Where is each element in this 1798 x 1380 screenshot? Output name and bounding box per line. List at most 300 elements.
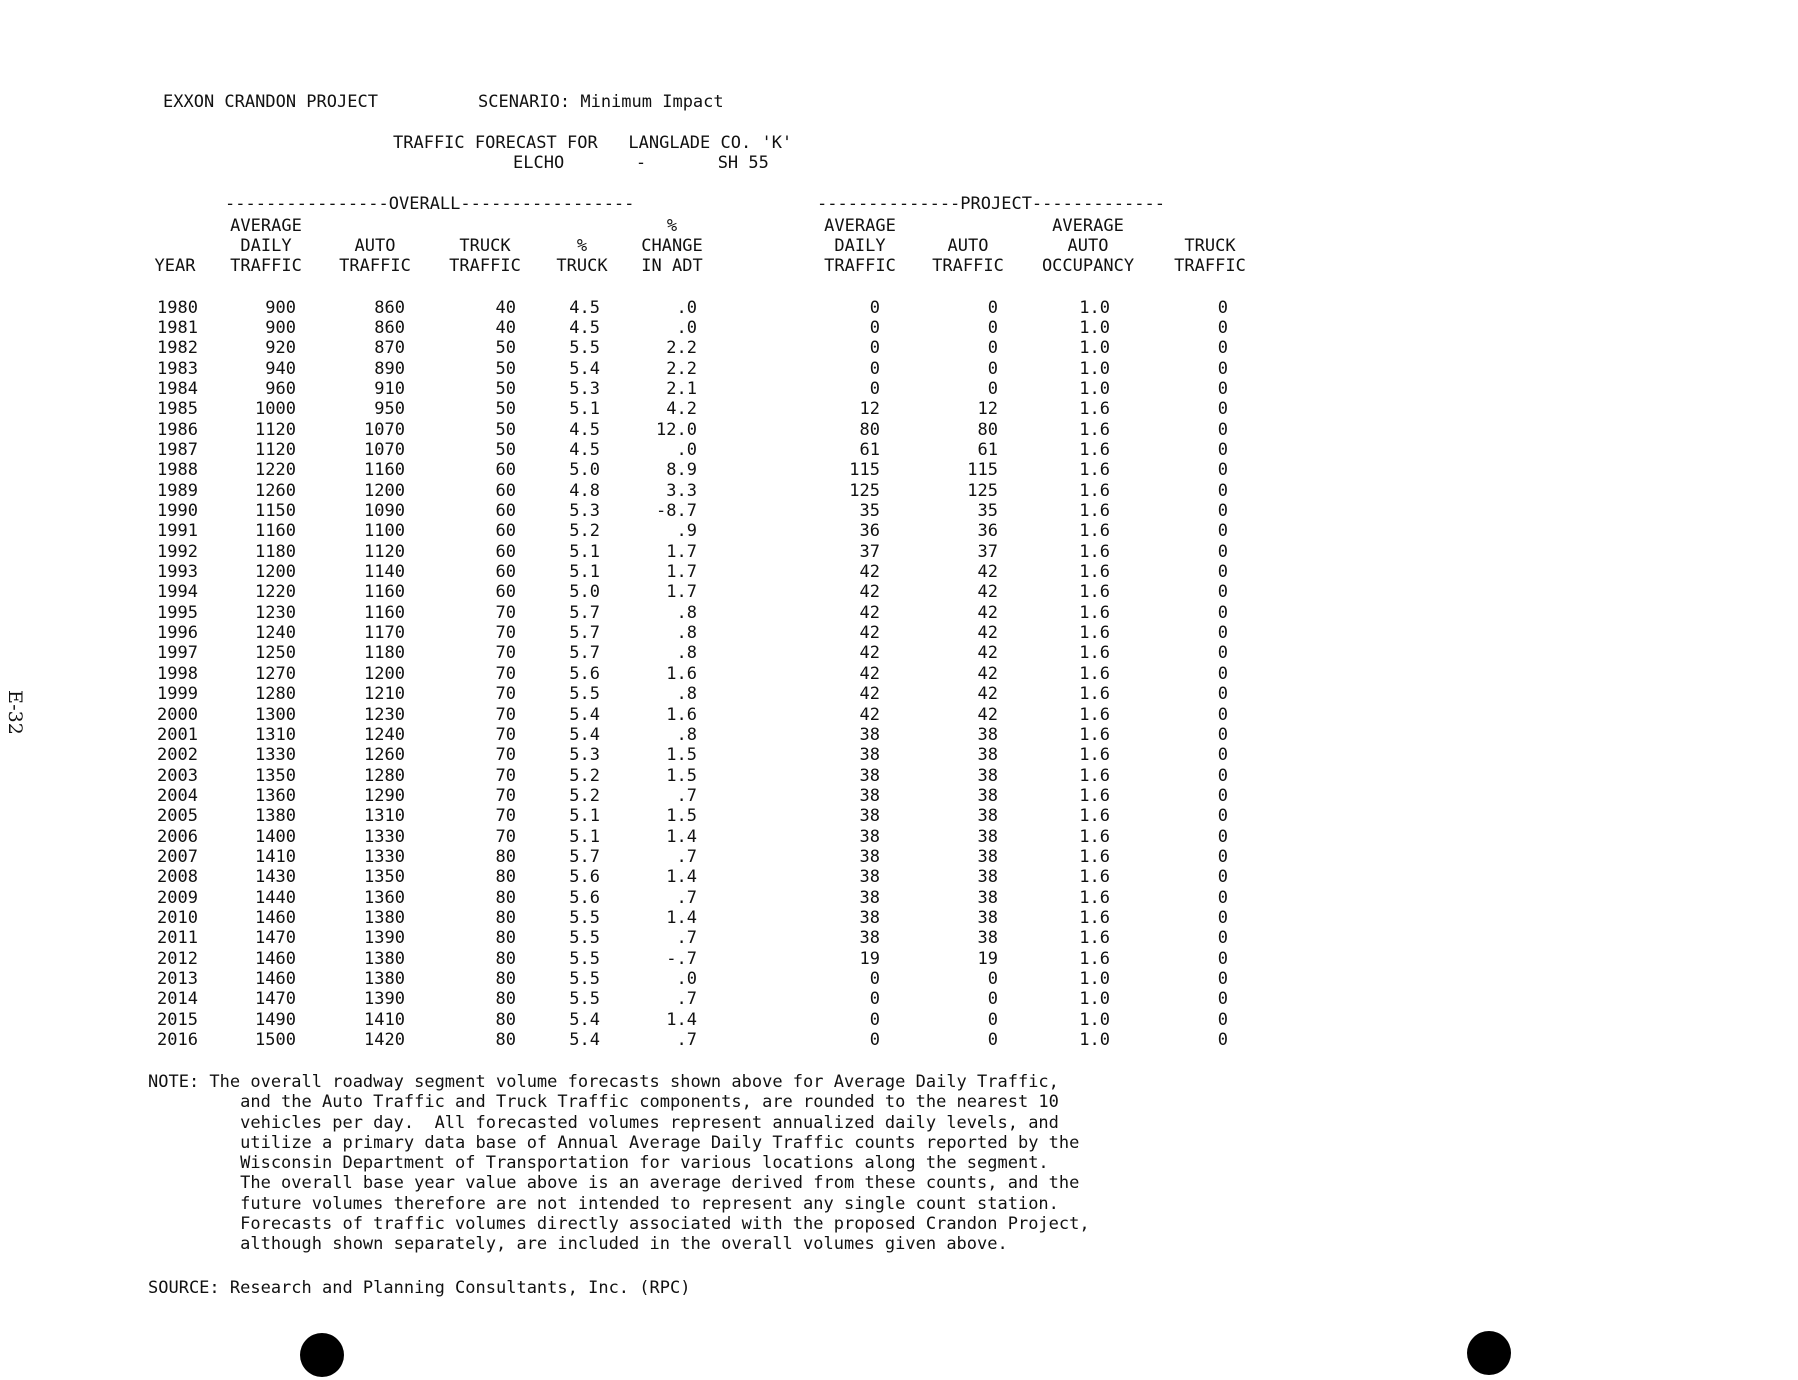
note-line: Wisconsin Department of Transportation for various locations along the segment. (148, 1153, 1049, 1174)
cell-p-occ: 1.6 (1079, 846, 1110, 867)
cell-p-adt: 36 (859, 521, 880, 542)
cell-p-truck: 0 (1217, 297, 1228, 318)
cell-p-occ: 1.6 (1079, 623, 1110, 644)
cell-p-auto: 0 (987, 989, 998, 1010)
cell-p-occ: 1.6 (1079, 602, 1110, 623)
cell-year: 2000 (157, 704, 198, 725)
cell-pct-truck: 5.5 (569, 989, 600, 1010)
cell-year: 2002 (157, 745, 198, 766)
table-row (0, 501, 1798, 521)
cell-pct-truck: 5.0 (569, 582, 600, 603)
forecast-segment: ELCHO - SH 55 (513, 153, 769, 173)
table-row (0, 623, 1798, 643)
cell-pct-truck: 4.5 (569, 419, 600, 440)
cell-p-adt: 0 (869, 297, 880, 318)
column-header-p-adt-line2: DAILY (834, 236, 886, 256)
cell-adt: 1470 (255, 989, 296, 1010)
cell-pct-change: 1.4 (666, 908, 697, 928)
cell-adt: 1280 (255, 684, 296, 705)
column-header-year-line3: YEAR (154, 256, 196, 276)
table-row (0, 318, 1798, 338)
cell-pct-truck: 5.5 (569, 948, 600, 969)
cell-p-auto: 0 (987, 297, 998, 318)
cell-p-occ: 1.6 (1079, 582, 1110, 603)
cell-p-adt: 125 (849, 480, 880, 501)
cell-year: 1980 (157, 297, 198, 318)
cell-pct-truck: 5.6 (569, 867, 600, 888)
cell-auto: 1330 (364, 846, 405, 867)
cell-p-truck: 0 (1217, 480, 1228, 501)
cell-truck: 70 (495, 826, 516, 847)
cell-p-adt: 0 (869, 1030, 880, 1051)
table-row (0, 827, 1798, 847)
cell-truck: 70 (495, 602, 516, 623)
cell-auto: 860 (374, 317, 405, 338)
table-row (0, 420, 1798, 440)
cell-auto: 1290 (364, 785, 405, 806)
cell-p-auto: 36 (977, 521, 998, 542)
cell-p-occ: 1.6 (1079, 745, 1110, 766)
cell-pct-truck: 5.1 (569, 541, 600, 562)
table-row (0, 928, 1798, 948)
cell-pct-change: 1.7 (666, 582, 697, 603)
cell-pct-truck: 5.1 (569, 826, 600, 847)
cell-p-occ: 1.6 (1079, 419, 1110, 440)
cell-p-adt: 38 (859, 806, 880, 827)
cell-p-auto: 38 (977, 745, 998, 766)
cell-pct-truck: 5.4 (569, 358, 600, 379)
column-header-adt-line1: AVERAGE (230, 216, 302, 236)
cell-pct-change: 1.6 (666, 704, 697, 725)
cell-p-adt: 80 (859, 419, 880, 440)
cell-pct-truck: 5.2 (569, 785, 600, 806)
cell-auto: 1070 (364, 439, 405, 460)
cell-pct-change: .0 (676, 439, 697, 460)
cell-pct-truck: 5.2 (569, 765, 600, 786)
cell-p-occ: 1.6 (1079, 806, 1110, 827)
cell-pct-truck: 5.1 (569, 399, 600, 420)
cell-p-auto: 0 (987, 358, 998, 379)
table-row (0, 847, 1798, 867)
cell-p-occ: 1.6 (1079, 704, 1110, 725)
cell-auto: 870 (374, 338, 405, 359)
binder-hole-right (1467, 1331, 1511, 1375)
column-header-pct-change-line2: CHANGE (641, 236, 703, 256)
cell-pct-change: 3.3 (666, 480, 697, 501)
cell-p-auto: 42 (977, 562, 998, 583)
cell-pct-change: .7 (676, 846, 697, 867)
cell-p-auto: 42 (977, 582, 998, 603)
cell-p-truck: 0 (1217, 602, 1228, 623)
cell-p-truck: 0 (1217, 338, 1228, 359)
cell-pct-change: 1.5 (666, 765, 697, 786)
column-header-pct-change-line1: % (666, 216, 678, 236)
cell-p-truck: 0 (1217, 439, 1228, 460)
cell-p-auto: 80 (977, 419, 998, 440)
cell-p-auto: 0 (987, 1030, 998, 1051)
cell-pct-change: .9 (676, 521, 697, 542)
cell-auto: 1280 (364, 765, 405, 786)
cell-pct-change: .8 (676, 724, 697, 745)
cell-pct-truck: 5.6 (569, 887, 600, 908)
forecast-title: TRAFFIC FORECAST FOR LANGLADE CO. 'K' (393, 133, 793, 153)
cell-auto: 1350 (364, 867, 405, 888)
note-line: The overall base year value above is an average derived from these counts, and the (148, 1173, 1080, 1194)
cell-p-adt: 37 (859, 541, 880, 562)
cell-auto: 1380 (364, 908, 405, 928)
cell-truck: 70 (495, 704, 516, 725)
cell-pct-change: 2.1 (666, 378, 697, 399)
cell-p-auto: 0 (987, 338, 998, 359)
cell-adt: 1000 (255, 399, 296, 420)
cell-auto: 1160 (364, 460, 405, 481)
cell-adt: 1240 (255, 623, 296, 644)
cell-year: 2014 (157, 989, 198, 1010)
cell-p-adt: 38 (859, 928, 880, 949)
cell-adt: 1380 (255, 806, 296, 827)
cell-truck: 70 (495, 806, 516, 827)
cell-truck: 70 (495, 785, 516, 806)
cell-p-truck: 0 (1217, 826, 1228, 847)
cell-auto: 1420 (364, 1030, 405, 1051)
cell-truck: 80 (495, 928, 516, 949)
cell-auto: 1240 (364, 724, 405, 745)
project-title: EXXON CRANDON PROJECT (163, 92, 378, 112)
cell-truck: 60 (495, 480, 516, 501)
cell-adt: 920 (265, 338, 296, 359)
column-header-pct-change-line3: IN ADT (641, 256, 703, 276)
cell-year: 1997 (157, 643, 198, 664)
cell-year: 1988 (157, 460, 198, 481)
cell-p-truck: 0 (1217, 378, 1228, 399)
table-row (0, 643, 1798, 663)
cell-adt: 1120 (255, 419, 296, 440)
cell-pct-change: 1.7 (666, 541, 697, 562)
cell-pct-truck: 5.1 (569, 562, 600, 583)
table-row (0, 399, 1798, 419)
cell-adt: 1310 (255, 724, 296, 745)
cell-auto: 1090 (364, 501, 405, 521)
cell-p-truck: 0 (1217, 399, 1228, 420)
cell-auto: 1180 (364, 643, 405, 664)
cell-pct-truck: 5.5 (569, 908, 600, 928)
column-header-p-truck-line3: TRAFFIC (1174, 256, 1246, 276)
table-row (0, 908, 1798, 928)
cell-truck: 80 (495, 1009, 516, 1030)
cell-p-occ: 1.6 (1079, 480, 1110, 501)
table-row (0, 786, 1798, 806)
cell-truck: 60 (495, 582, 516, 603)
cell-auto: 1100 (364, 521, 405, 542)
cell-truck: 40 (495, 297, 516, 318)
column-header-adt-line2: DAILY (240, 236, 292, 256)
cell-adt: 1500 (255, 1030, 296, 1051)
cell-p-auto: 38 (977, 867, 998, 888)
cell-truck: 50 (495, 338, 516, 359)
cell-pct-truck: 5.3 (569, 501, 600, 521)
cell-auto: 860 (374, 297, 405, 318)
cell-auto: 1160 (364, 582, 405, 603)
cell-p-truck: 0 (1217, 521, 1228, 542)
cell-truck: 70 (495, 745, 516, 766)
cell-p-auto: 0 (987, 1009, 998, 1030)
cell-pct-truck: 5.5 (569, 928, 600, 949)
cell-p-adt: 38 (859, 908, 880, 928)
cell-auto: 1380 (364, 969, 405, 990)
cell-p-truck: 0 (1217, 501, 1228, 521)
column-header-p-adt-line3: TRAFFIC (824, 256, 896, 276)
cell-p-auto: 42 (977, 602, 998, 623)
cell-pct-truck: 4.5 (569, 297, 600, 318)
cell-p-truck: 0 (1217, 684, 1228, 705)
column-header-p-occ-line3: OCCUPANCY (1041, 256, 1135, 276)
cell-pct-change: -8.7 (656, 501, 697, 521)
cell-adt: 1430 (255, 867, 296, 888)
cell-year: 1994 (157, 582, 198, 603)
cell-p-occ: 1.6 (1079, 439, 1110, 460)
cell-truck: 80 (495, 1030, 516, 1051)
cell-truck: 50 (495, 419, 516, 440)
cell-year: 1989 (157, 480, 198, 501)
cell-year: 1996 (157, 623, 198, 644)
cell-adt: 1330 (255, 745, 296, 766)
cell-pct-change: 2.2 (666, 358, 697, 379)
cell-year: 2004 (157, 785, 198, 806)
cell-truck: 40 (495, 317, 516, 338)
cell-p-auto: 42 (977, 663, 998, 684)
cell-adt: 1250 (255, 643, 296, 664)
cell-p-auto: 19 (977, 948, 998, 969)
cell-p-adt: 38 (859, 785, 880, 806)
cell-truck: 80 (495, 908, 516, 928)
cell-p-auto: 38 (977, 887, 998, 908)
cell-p-occ: 1.6 (1079, 826, 1110, 847)
cell-auto: 1310 (364, 806, 405, 827)
cell-year: 1987 (157, 439, 198, 460)
cell-truck: 70 (495, 765, 516, 786)
table-row (0, 969, 1798, 989)
table-row (0, 359, 1798, 379)
table-row (0, 1010, 1798, 1030)
cell-p-occ: 1.6 (1079, 867, 1110, 888)
cell-p-truck: 0 (1217, 765, 1228, 786)
cell-p-adt: 38 (859, 826, 880, 847)
cell-auto: 950 (374, 399, 405, 420)
cell-year: 2012 (157, 948, 198, 969)
overall-group-header: ----------------OVERALL----------------- (225, 194, 635, 214)
cell-p-occ: 1.0 (1079, 969, 1110, 990)
cell-adt: 1460 (255, 969, 296, 990)
cell-p-adt: 42 (859, 663, 880, 684)
cell-p-truck: 0 (1217, 887, 1228, 908)
cell-p-truck: 0 (1217, 582, 1228, 603)
cell-pct-truck: 5.5 (569, 969, 600, 990)
cell-p-auto: 0 (987, 969, 998, 990)
cell-year: 2015 (157, 1009, 198, 1030)
cell-p-adt: 42 (859, 582, 880, 603)
cell-adt: 1300 (255, 704, 296, 725)
source-line: SOURCE: Research and Planning Consultants, Inc. (RPC) (148, 1278, 691, 1298)
cell-pct-change: 1.7 (666, 562, 697, 583)
cell-p-truck: 0 (1217, 989, 1228, 1010)
cell-truck: 50 (495, 439, 516, 460)
cell-p-truck: 0 (1217, 541, 1228, 562)
cell-p-adt: 38 (859, 867, 880, 888)
cell-adt: 1400 (255, 826, 296, 847)
cell-p-truck: 0 (1217, 317, 1228, 338)
cell-pct-truck: 5.4 (569, 704, 600, 725)
cell-p-auto: 12 (977, 399, 998, 420)
table-row (0, 989, 1798, 1009)
table-row (0, 949, 1798, 969)
cell-p-adt: 38 (859, 724, 880, 745)
cell-pct-truck: 5.7 (569, 643, 600, 664)
cell-adt: 1490 (255, 1009, 296, 1030)
cell-adt: 960 (265, 378, 296, 399)
cell-pct-truck: 5.3 (569, 378, 600, 399)
cell-auto: 1200 (364, 480, 405, 501)
cell-p-occ: 1.6 (1079, 724, 1110, 745)
cell-p-auto: 35 (977, 501, 998, 521)
cell-pct-change: .8 (676, 684, 697, 705)
cell-year: 2003 (157, 765, 198, 786)
cell-p-truck: 0 (1217, 1030, 1228, 1051)
project-group-header: --------------PROJECT------------- (817, 194, 1165, 214)
table-row (0, 806, 1798, 826)
scenario-label: SCENARIO: Minimum Impact (478, 92, 724, 112)
cell-pct-truck: 4.5 (569, 317, 600, 338)
cell-p-auto: 38 (977, 785, 998, 806)
cell-p-occ: 1.6 (1079, 521, 1110, 542)
cell-truck: 60 (495, 460, 516, 481)
column-header-truck-line2: TRUCK (459, 236, 511, 256)
cell-auto: 1380 (364, 948, 405, 969)
cell-truck: 80 (495, 887, 516, 908)
cell-year: 2011 (157, 928, 198, 949)
column-header-p-auto-line2: AUTO (947, 236, 989, 256)
cell-auto: 1260 (364, 745, 405, 766)
cell-pct-change: .0 (676, 297, 697, 318)
cell-p-occ: 1.6 (1079, 948, 1110, 969)
cell-truck: 60 (495, 562, 516, 583)
table-row (0, 888, 1798, 908)
cell-pct-change: .8 (676, 623, 697, 644)
cell-pct-change: .0 (676, 317, 697, 338)
cell-pct-change: 1.4 (666, 826, 697, 847)
table-row (0, 745, 1798, 765)
column-header-p-truck-line2: TRUCK (1184, 236, 1236, 256)
table-row (0, 1030, 1798, 1050)
note-line: future volumes therefore are not intended to represent any single count station. (148, 1193, 1059, 1214)
cell-auto: 1330 (364, 826, 405, 847)
cell-adt: 900 (265, 317, 296, 338)
cell-adt: 1150 (255, 501, 296, 521)
cell-pct-truck: 4.8 (569, 480, 600, 501)
cell-pct-truck: 5.6 (569, 663, 600, 684)
cell-p-auto: 38 (977, 765, 998, 786)
cell-p-auto: 0 (987, 378, 998, 399)
cell-p-occ: 1.6 (1079, 887, 1110, 908)
cell-pct-change: .8 (676, 602, 697, 623)
cell-p-auto: 115 (967, 460, 998, 481)
cell-adt: 1160 (255, 521, 296, 542)
table-row (0, 664, 1798, 684)
cell-auto: 890 (374, 358, 405, 379)
cell-pct-truck: 5.5 (569, 338, 600, 359)
note-line: although shown separately, are included in the overall volumes given above. (148, 1234, 1008, 1255)
cell-truck: 60 (495, 541, 516, 562)
cell-pct-change: 4.2 (666, 399, 697, 420)
cell-p-auto: 38 (977, 908, 998, 928)
binder-hole-left (300, 1333, 344, 1377)
cell-p-occ: 1.0 (1079, 1009, 1110, 1030)
cell-truck: 80 (495, 948, 516, 969)
cell-auto: 910 (374, 378, 405, 399)
cell-truck: 60 (495, 501, 516, 521)
cell-p-adt: 0 (869, 338, 880, 359)
note-line: vehicles per day. All forecasted volumes represent annualized daily levels, and (148, 1112, 1059, 1133)
cell-adt: 1360 (255, 785, 296, 806)
cell-p-occ: 1.0 (1079, 338, 1110, 359)
cell-truck: 50 (495, 358, 516, 379)
cell-p-truck: 0 (1217, 643, 1228, 664)
cell-truck: 80 (495, 846, 516, 867)
table-row (0, 460, 1798, 480)
cell-adt: 1230 (255, 602, 296, 623)
cell-p-occ: 1.6 (1079, 541, 1110, 562)
cell-p-occ: 1.0 (1079, 989, 1110, 1010)
cell-auto: 1360 (364, 887, 405, 908)
cell-pct-change: 1.5 (666, 745, 697, 766)
cell-adt: 1180 (255, 541, 296, 562)
cell-p-truck: 0 (1217, 806, 1228, 827)
cell-p-truck: 0 (1217, 908, 1228, 928)
cell-p-auto: 42 (977, 704, 998, 725)
cell-p-truck: 0 (1217, 928, 1228, 949)
cell-p-occ: 1.0 (1079, 297, 1110, 318)
cell-year: 1981 (157, 317, 198, 338)
cell-pct-change: 2.2 (666, 338, 697, 359)
cell-p-adt: 0 (869, 989, 880, 1010)
cell-year: 2010 (157, 908, 198, 928)
cell-year: 1982 (157, 338, 198, 359)
cell-p-adt: 42 (859, 602, 880, 623)
cell-truck: 50 (495, 399, 516, 420)
cell-adt: 1220 (255, 460, 296, 481)
cell-p-truck: 0 (1217, 745, 1228, 766)
cell-p-truck: 0 (1217, 663, 1228, 684)
cell-pct-change: 1.5 (666, 806, 697, 827)
cell-pct-truck: 5.4 (569, 1009, 600, 1030)
cell-p-truck: 0 (1217, 419, 1228, 440)
cell-p-truck: 0 (1217, 867, 1228, 888)
cell-auto: 1410 (364, 1009, 405, 1030)
cell-p-adt: 0 (869, 358, 880, 379)
cell-adt: 1200 (255, 562, 296, 583)
cell-pct-truck: 5.2 (569, 521, 600, 542)
cell-pct-change: .7 (676, 785, 697, 806)
cell-p-truck: 0 (1217, 460, 1228, 481)
cell-pct-change: 8.9 (666, 460, 697, 481)
cell-p-auto: 42 (977, 643, 998, 664)
cell-p-adt: 42 (859, 643, 880, 664)
cell-pct-change: .8 (676, 643, 697, 664)
cell-pct-change: .0 (676, 969, 697, 990)
cell-adt: 900 (265, 297, 296, 318)
cell-year: 1990 (157, 501, 198, 521)
cell-p-truck: 0 (1217, 969, 1228, 990)
cell-p-occ: 1.0 (1079, 358, 1110, 379)
